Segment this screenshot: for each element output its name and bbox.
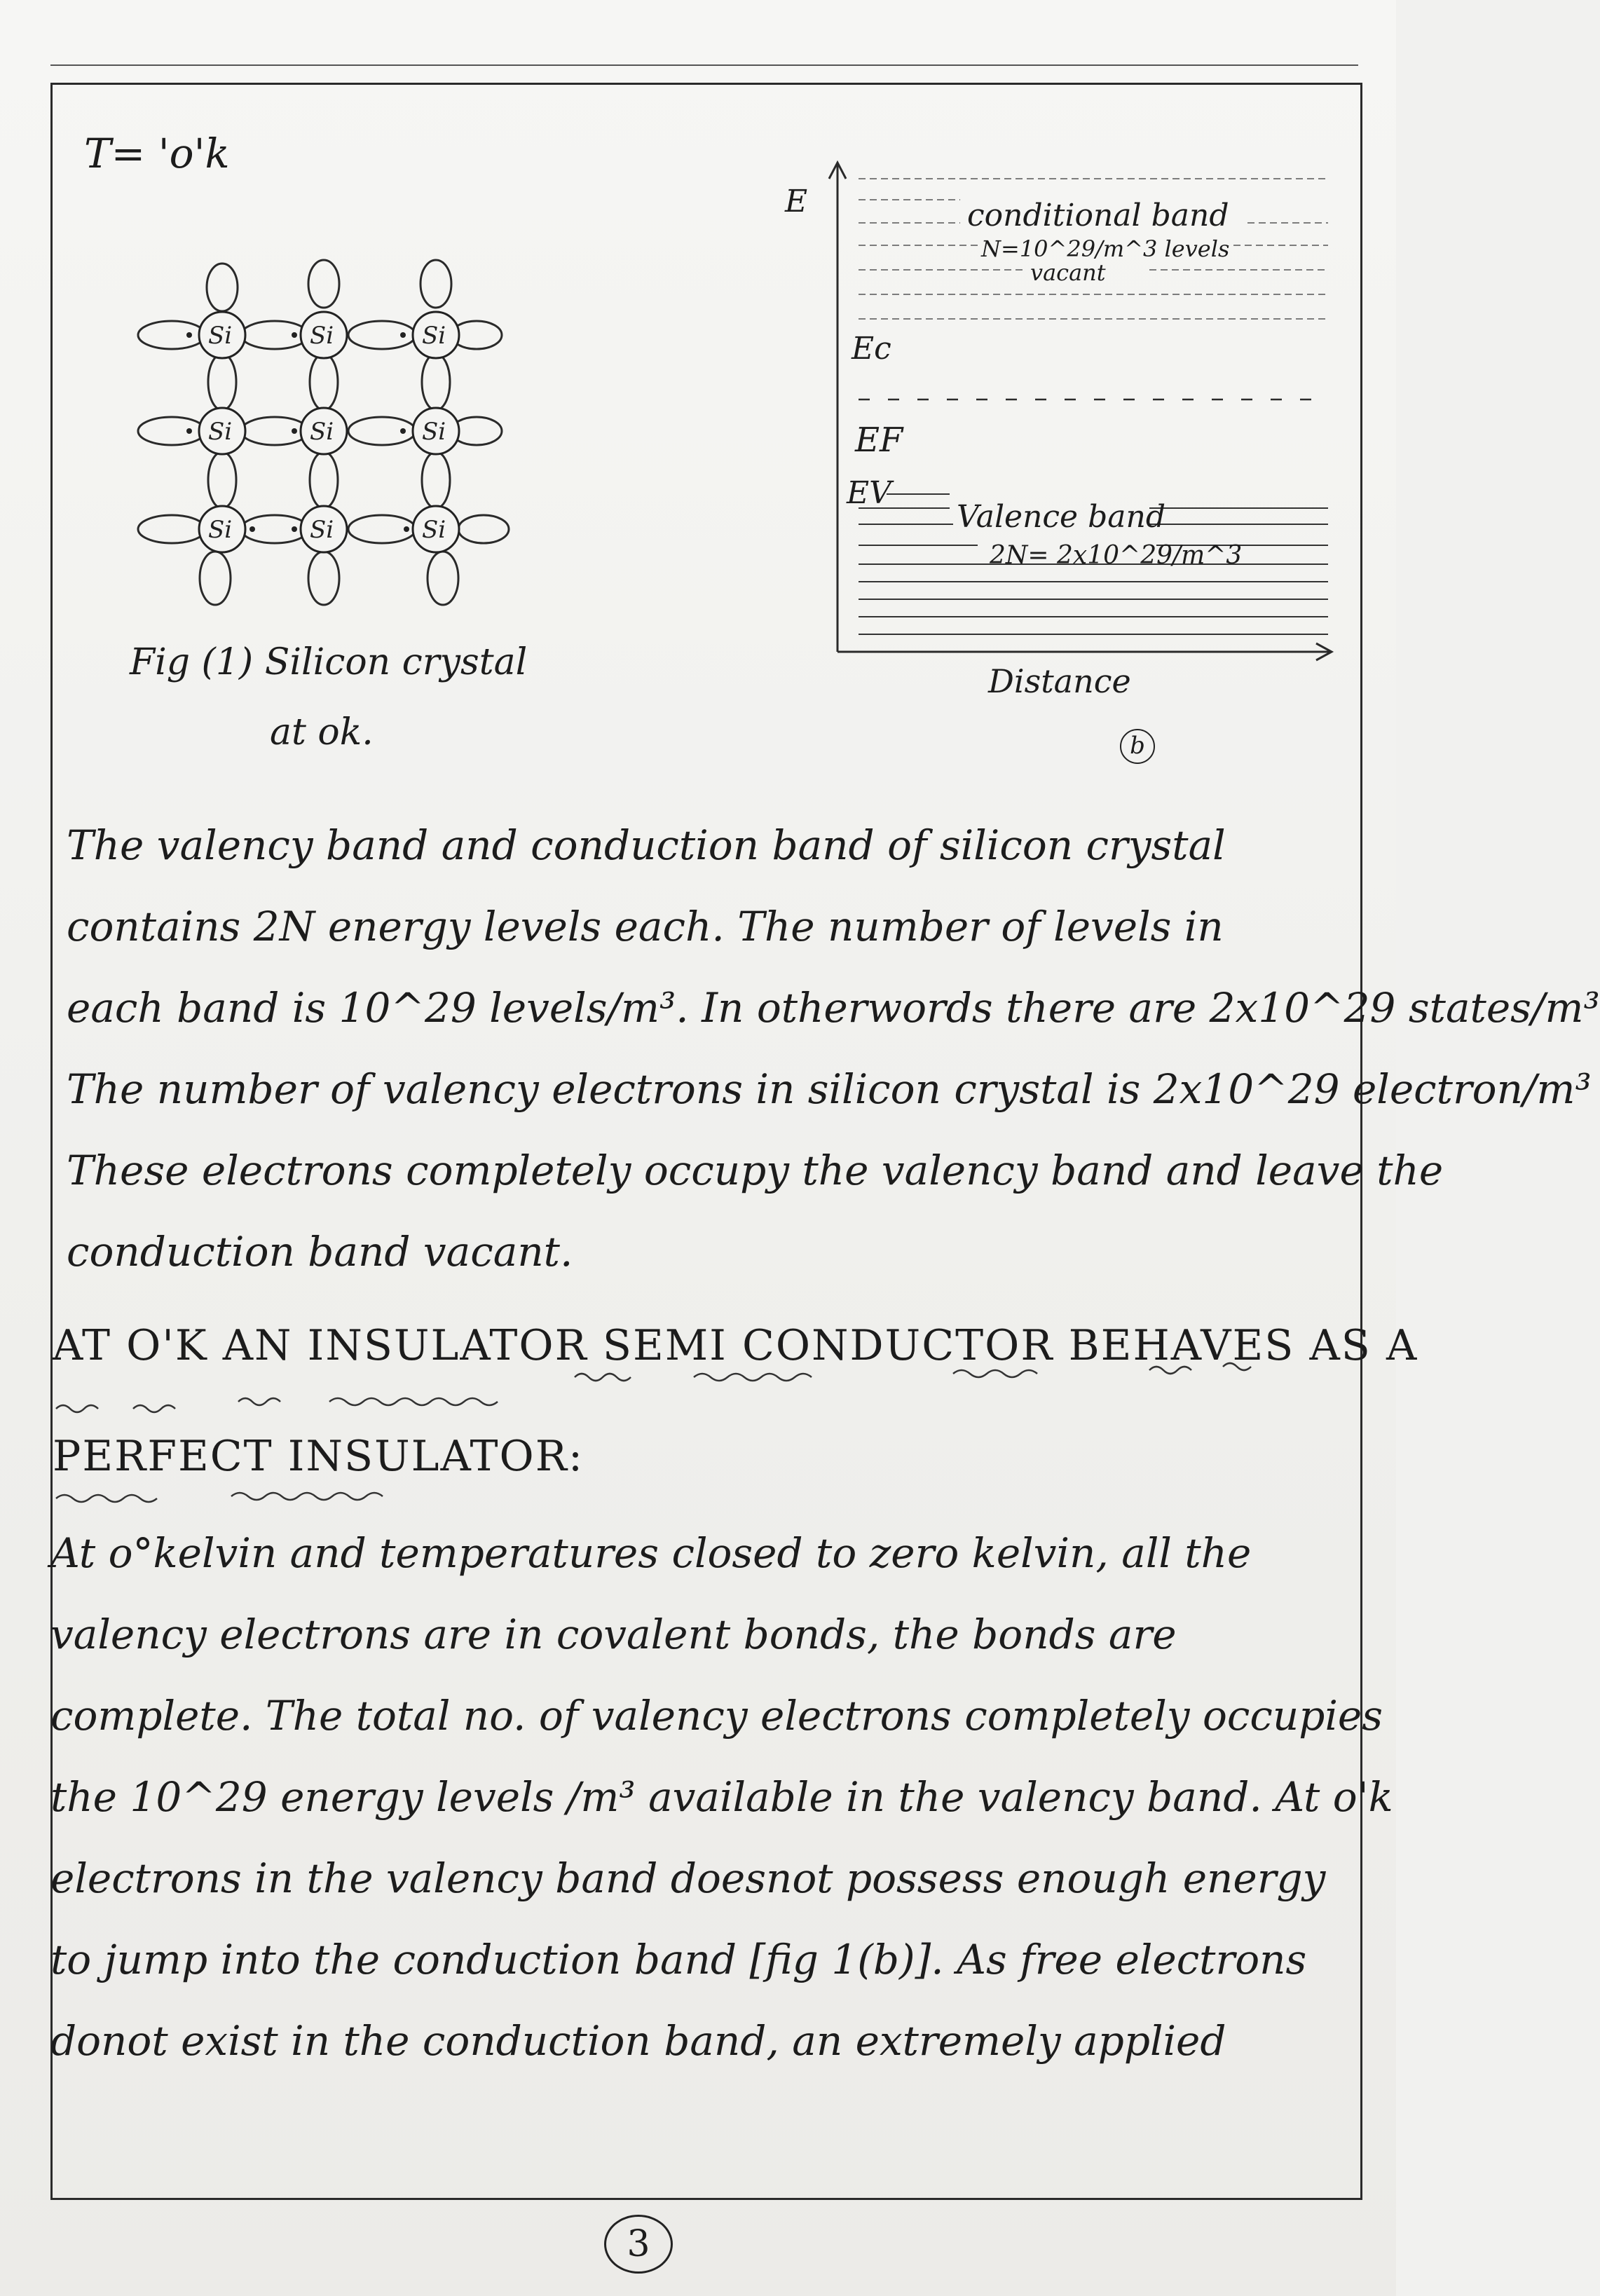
section-heading-line2: PERFECT INSULATOR: [53, 1432, 584, 1481]
svg-text:Si: Si [310, 418, 334, 446]
section-heading-line1: AT O'K AN INSULATOR SEMI CONDUCTOR BEHAVES AS A [53, 1321, 1418, 1370]
temperature-label: T= 'o'k [84, 130, 230, 177]
figure-tag: b [1120, 729, 1155, 764]
valence-band-label: Valence band [957, 499, 1165, 535]
figure-1-caption-line1: Fig (1) Silicon crystal [130, 641, 528, 683]
paragraph-2-line: valency electrons are in covalent bonds, the bonds are [50, 1611, 1177, 1658]
atom-r1c3 [413, 312, 459, 358]
atom-r1c1 [199, 312, 245, 358]
valence-levels-label: 2N= 2x10^29/m^3 [990, 541, 1243, 570]
page-number: 3 [604, 2215, 673, 2274]
conduction-levels-label: N=10^29/m^3 levels [981, 235, 1230, 262]
paragraph-1-line: contains 2N energy levels each. The number of levels in [67, 903, 1224, 950]
paragraph-2-line: the 10^29 energy levels /m³ available in the valency band. At o'k [50, 1773, 1393, 1821]
distance-axis-label: Distance [988, 662, 1131, 700]
svg-text:Si: Si [422, 516, 446, 544]
atom-r3c2 [301, 506, 347, 552]
paragraph-1-line: conduction band vacant. [67, 1228, 573, 1276]
paragraph-2-line: At o°kelvin and temperatures closed to zero kelvin, all the [50, 1529, 1252, 1577]
atom-r2c3 [413, 408, 459, 454]
paragraph-1-line: each band is 10^29 levels/m³. In otherwords there are 2x10^29 states/m³ [67, 984, 1600, 1032]
paragraph-2-line: to jump into the conduction band [fig 1(b)]. As free electrons [50, 1936, 1307, 1983]
ec-label: Ec [852, 331, 891, 367]
paragraph-1 [67, 805, 1600, 1292]
conduction-band-label: conditional band [967, 198, 1229, 233]
svg-text:Si: Si [208, 418, 233, 446]
figure-1-caption-line2: at ok. [270, 711, 374, 753]
svg-text:Si: Si [310, 516, 334, 544]
conduction-state-label: vacant [1030, 259, 1106, 286]
paragraph-1-line: The number of valency electrons in silicon crystal is 2x10^29 electron/m³ [67, 1065, 1592, 1113]
svg-text:Si: Si [422, 322, 446, 350]
paragraph-2-line: donot exist in the conduction band, an extremely applied [50, 2017, 1226, 2065]
paragraph-2-line: complete. The total no. of valency electrons completely occupies [50, 1692, 1383, 1740]
atom-r2c2 [301, 408, 347, 454]
energy-axis-label: E [785, 184, 808, 219]
paragraph-1-line: These electrons completely occupy the valency band and leave the [67, 1147, 1444, 1194]
svg-text:Si: Si [208, 322, 233, 350]
paragraph-2 [50, 1512, 1393, 2082]
atom-r3c3 [413, 506, 459, 552]
svg-text:Si: Si [422, 418, 446, 446]
atom-r3c1 [199, 506, 245, 552]
atom-r2c1 [199, 408, 245, 454]
atom-r1c2 [301, 312, 347, 358]
ef-label: EF [855, 421, 903, 460]
svg-text:Si: Si [208, 516, 233, 544]
paragraph-1-line: The valency band and conduction band of silicon crystal [67, 821, 1226, 869]
paragraph-2-line: electrons in the valency band doesnot possess enough energy [50, 1854, 1326, 1902]
ev-label: EV [847, 475, 891, 511]
svg-text:Si: Si [310, 322, 334, 350]
